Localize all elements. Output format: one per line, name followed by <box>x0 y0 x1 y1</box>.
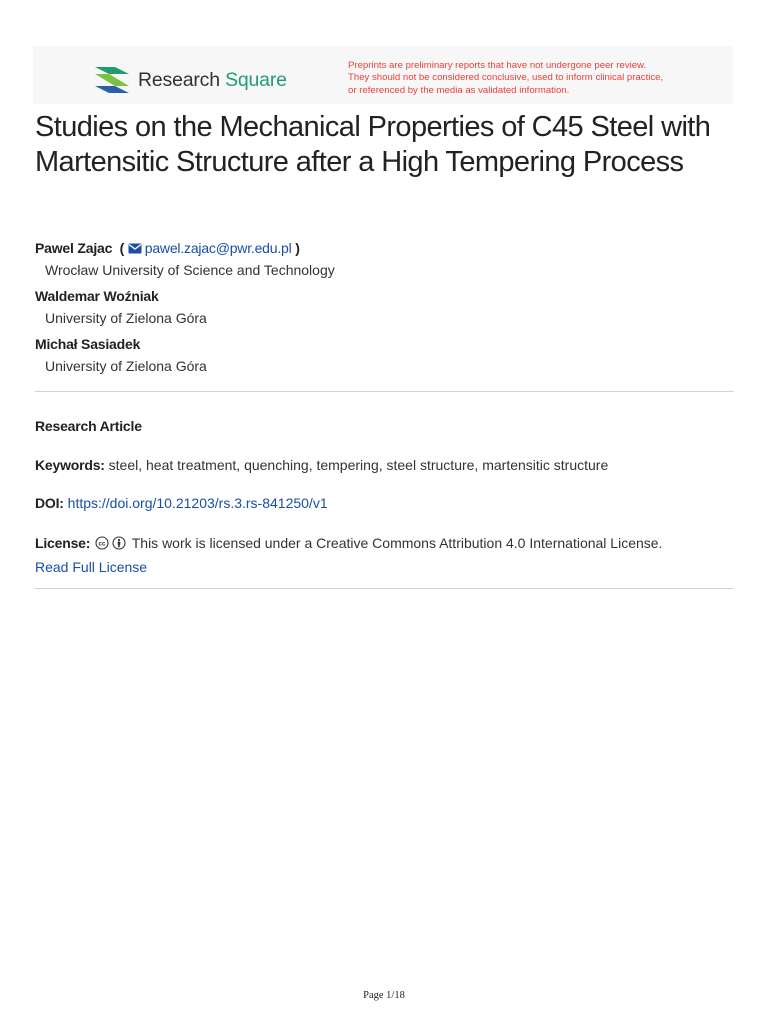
divider <box>35 588 734 589</box>
keywords-value: steel, heat treatment, quenching, tempering, steel structure, martensitic structure <box>108 457 609 473</box>
license-text: This work is licensed under a Creative Commons Attribution 4.0 International License. <box>131 535 663 551</box>
doi-row <box>35 492 735 514</box>
keywords-row <box>35 454 735 476</box>
logo-wordmark <box>138 69 287 92</box>
author-affiliation: University of Zielona Góra <box>45 358 207 374</box>
logo-wordmark-square: Square <box>225 68 287 91</box>
envelope-icon <box>128 238 142 260</box>
email-paren-close: ) <box>295 240 300 256</box>
research-square-logo[interactable] <box>93 64 287 96</box>
doi-link[interactable]: https://doi.org/10.21203/rs.3.rs-841250/v1 <box>67 495 328 511</box>
cc-icon <box>95 534 109 556</box>
disclaimer-line: or referenced by the media as validated information. <box>348 84 570 96</box>
disclaimer-line: They should not be considered conclusive, used to inform clinical practice, <box>348 72 664 84</box>
svg-text:cc: cc <box>98 541 106 548</box>
preprint-disclaimer <box>348 60 718 97</box>
disclaimer-line: Preprints are preliminary reports that have not undergone peer review. <box>348 60 647 71</box>
page-number: Page 1/18 <box>363 990 405 1001</box>
keywords-label: Keywords: <box>35 457 105 473</box>
license-row <box>35 532 735 578</box>
author-name: Waldemar Woźniak <box>35 288 159 304</box>
email-paren-open: ( <box>115 240 125 256</box>
divider <box>35 391 734 392</box>
author-name <box>35 237 735 259</box>
author-affiliation: University of Zielona Góra <box>45 310 207 326</box>
author-email-link[interactable]: pawel.zajac@pwr.edu.pl <box>144 240 292 256</box>
author-affiliation: Wrocław University of Science and Technology <box>45 262 335 278</box>
author-name: Michał Sasiadek <box>35 336 141 352</box>
author-list <box>35 237 735 381</box>
cc-by-icon <box>112 534 126 556</box>
research-square-logo-icon <box>93 65 131 95</box>
author-name-text: Pawel Zajac <box>35 240 113 256</box>
article-type: Research Article <box>35 418 142 434</box>
read-full-license-link[interactable]: Read Full License <box>35 559 148 575</box>
license-label: License: <box>35 535 91 551</box>
paper-title: Studies on the Mechanical Properties of C45 Steel with Martensitic Structure after a High Tempering Process <box>35 111 711 178</box>
logo-wordmark-research: Research <box>138 68 220 91</box>
doi-label: DOI: <box>35 495 64 511</box>
